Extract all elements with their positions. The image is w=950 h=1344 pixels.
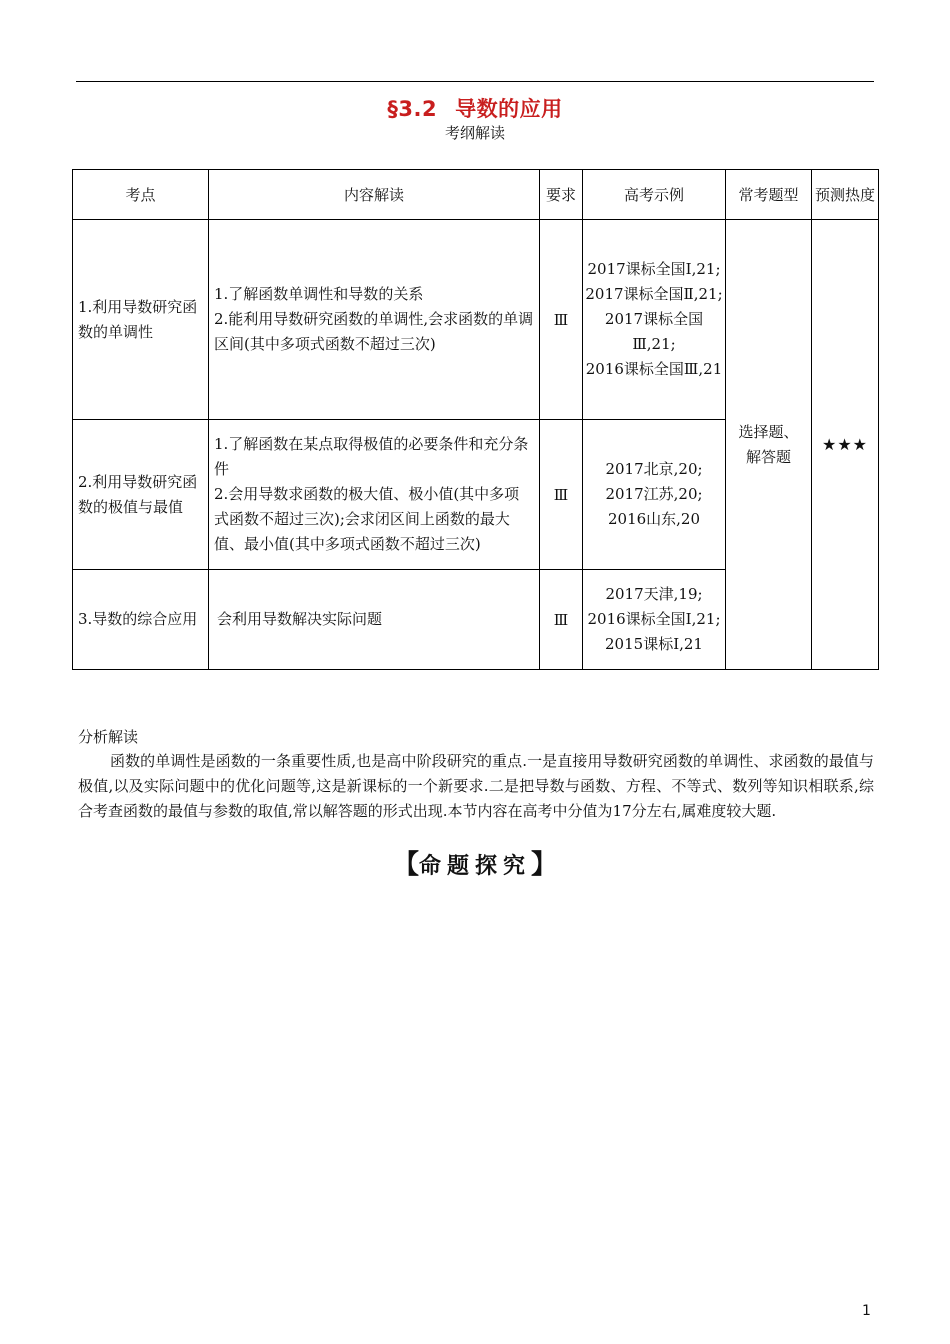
header-heat: 预测热度 bbox=[812, 170, 879, 220]
content-line: 2.会用导数求函数的极大值、极小值(其中多项式函数不超过三次);会求闭区间上函数的最大值、最小值(其中多项式函数不超过三次) bbox=[214, 485, 520, 553]
examples-cell bbox=[583, 420, 726, 570]
header-topic: 考点 bbox=[73, 170, 209, 220]
banner-text: 命题探究 bbox=[418, 854, 531, 879]
banner-left-bracket: 【 bbox=[392, 850, 419, 880]
header-examples: 高考示例 bbox=[583, 170, 726, 220]
topic-cell: 1.利用导数研究函数的单调性 bbox=[73, 220, 209, 420]
question-type-cell: 选择题、解答题 bbox=[726, 220, 812, 670]
requirement-cell: Ⅲ bbox=[540, 220, 583, 420]
examples-cell bbox=[583, 220, 726, 420]
requirement-cell: Ⅲ bbox=[540, 570, 583, 670]
example-item: 2017课标全国Ⅰ,21; bbox=[587, 260, 721, 278]
content-cell bbox=[209, 220, 540, 420]
example-item: 2017课标全国Ⅲ,21; bbox=[604, 310, 704, 353]
content-cell bbox=[209, 420, 540, 570]
section-number: §3.2 bbox=[387, 97, 438, 121]
table-row bbox=[73, 220, 879, 420]
content-line: 1.了解函数在某点取得极值的必要条件和充分条件 bbox=[214, 435, 529, 478]
example-item: 2017北京,20; bbox=[605, 460, 703, 478]
heat-rating: ★★★ bbox=[812, 220, 879, 670]
example-item: 2015课标Ⅰ,21 bbox=[605, 635, 703, 653]
example-item: 2017江苏,20; bbox=[605, 485, 703, 503]
example-item: 2017课标全国Ⅱ,21; bbox=[585, 285, 723, 303]
example-item: 2016课标全国Ⅰ,21; bbox=[587, 610, 721, 628]
section-title bbox=[0, 93, 950, 123]
header-requirement: 要求 bbox=[540, 170, 583, 220]
section-banner bbox=[0, 844, 950, 881]
content-cell bbox=[209, 570, 540, 670]
topic-cell: 3.导数的综合应用 bbox=[73, 570, 209, 670]
page-number: 1 bbox=[862, 1303, 871, 1319]
example-item: 2016课标全国Ⅲ,21 bbox=[585, 360, 723, 378]
content-line: 1.了解函数单调性和导数的关系 bbox=[214, 285, 424, 303]
requirement-cell: Ⅲ bbox=[540, 420, 583, 570]
examples-cell bbox=[583, 570, 726, 670]
content-line: 会利用导数解决实际问题 bbox=[217, 610, 383, 628]
section-title-text: 导数的应用 bbox=[455, 97, 563, 121]
example-item: 2017天津,19; bbox=[605, 585, 703, 603]
section-subtitle: 考纲解读 bbox=[444, 124, 505, 142]
banner-right-bracket: 】 bbox=[531, 850, 558, 880]
analysis-paragraph: 函数的单调性是函数的一条重要性质,也是高中阶段研究的重点.一是直接用导数研究函数的单调性、求函数的最值与极值,以及实际问题中的优化问题等,这是新课标的一个新要求.二是把导数与函数、方程、不等式、数列等知识相联系,综合考查函数的最值与参数的取值,常以解答题的形式出现.本节内容在高考中分值为17分左右,属难度较大题. bbox=[78, 752, 874, 820]
table-header-row bbox=[73, 170, 879, 220]
content-line: 2.能利用导数研究函数的单调性,会求函数的单调区间(其中多项式函数不超过三次) bbox=[214, 310, 534, 353]
header-question-type: 常考题型 bbox=[726, 170, 812, 220]
syllabus-table bbox=[72, 169, 879, 670]
topic-cell: 2.利用导数研究函数的极值与最值 bbox=[73, 420, 209, 570]
example-item: 2016山东,20 bbox=[607, 510, 701, 528]
top-rule bbox=[76, 81, 874, 82]
header-content: 内容解读 bbox=[209, 170, 540, 220]
analysis-heading: 分析解读 bbox=[78, 728, 139, 746]
